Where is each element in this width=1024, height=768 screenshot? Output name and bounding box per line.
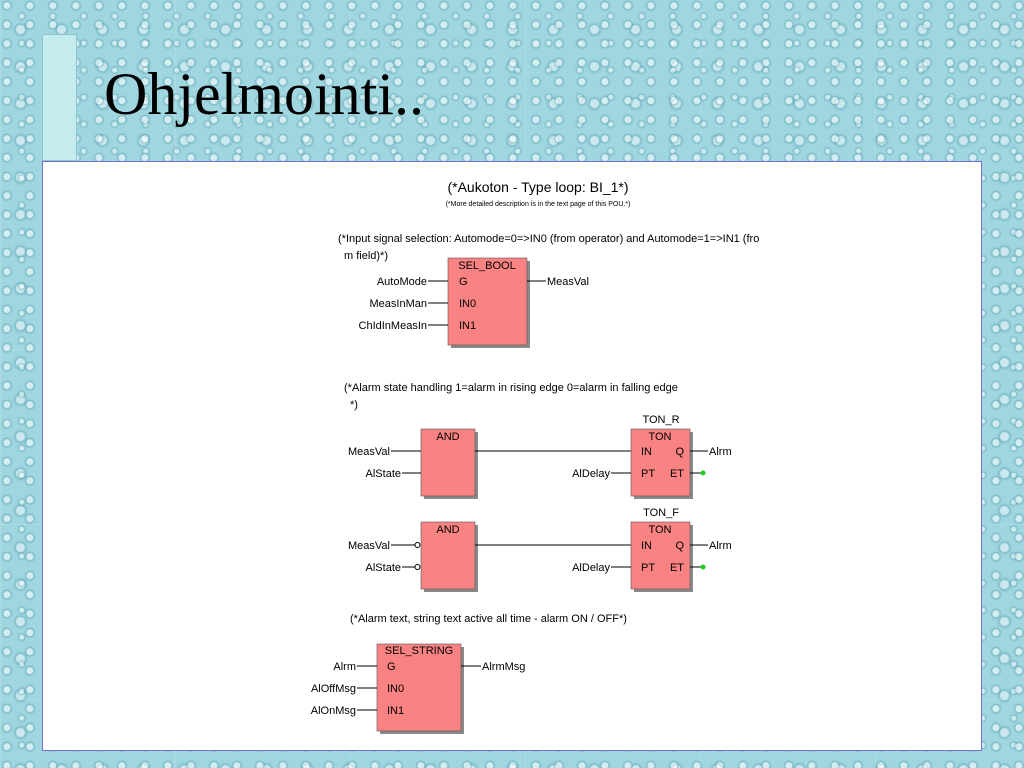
rung1-et-connection-dot [701,471,706,476]
sel-string-block [377,644,464,734]
rung1-ton-pin-in: IN [641,446,652,458]
input-selection-comment-line2: m field)*) [344,250,389,262]
diagram-subheader-comment: (*More detailed description is in the text page of this POU.*) [445,201,631,208]
rung1-timer-instance: TON_R [642,414,680,426]
rung2-negation-alstate [415,565,420,570]
sel-string-input-alrm: Alrm [333,661,356,673]
sel-bool-input-measinman: MeasInMan [369,298,427,310]
rung1-ton-pin-pt: PT [641,468,656,480]
rung1-input-alstate: AlState [365,468,401,480]
rung2-and-name: AND [436,524,460,536]
rung1-ton-pin-q: Q [675,446,684,458]
rung2-ton-pin-et: ET [669,562,684,574]
alarm-text-comment: (*Alarm text, string text active all time - alarm ON / OFF*) [350,613,627,625]
rung2-negation-measval [415,543,420,548]
rung2-ton-pin-q: Q [675,540,684,552]
sel-string-output-alrmmsg: AlrmMsg [482,661,526,673]
rung2-ton-block [631,522,693,592]
rung1-input-measval: MeasVal [348,446,390,458]
rung1-ton-block [631,429,693,499]
sel-bool-input-automode: AutoMode [376,276,427,288]
sel-string-input-aloffmsg: AlOffMsg [310,683,356,695]
sel-string-input-alonmsg: AlOnMsg [310,705,356,717]
rung1-input-aldelay: AlDelay [572,468,610,480]
rung1-ton-pin-et: ET [669,468,684,480]
alarm-state-comment-line2: *) [350,399,358,411]
rung2-et-connection-dot [701,565,706,570]
rung2-timer-instance: TON_F [643,507,679,519]
sel-string-name: SEL_STRING [384,645,454,657]
rung2-input-alstate: AlState [365,562,401,574]
sel-bool-block [448,258,530,348]
sel-bool-pin-in0: IN0 [459,298,477,310]
decorative-side-bar [42,34,77,161]
rung1-ton-type: TON [648,431,672,443]
function-block-diagram [43,162,981,750]
sel-bool-input-chidinmeasin: ChIdInMeasIn [358,320,427,332]
rung2-ton-pin-pt: PT [641,562,656,574]
rung1-output-alrm: Alrm [709,446,732,458]
rung2-output-alrm: Alrm [709,540,732,552]
sel-string-pin-in1: IN1 [387,705,405,717]
sel-string-pin-in0: IN0 [387,683,405,695]
rung2-input-measval: MeasVal [348,540,390,552]
sel-bool-pin-g: G [459,276,468,288]
sel-string-pin-g: G [387,661,396,673]
rung2-and-block [421,522,478,592]
sel-bool-name: SEL_BOOL [458,260,516,272]
function-block-diagram-panel [42,161,982,751]
input-selection-comment-line1: (*Input signal selection: Automode=0=>IN0 (from operator) and Automode=1=>IN1 (fro [338,233,760,245]
slide-title: Ohjelmointi.. [104,61,424,127]
rung2-ton-type: TON [648,524,672,536]
rung2-input-aldelay: AlDelay [572,562,610,574]
rung2-ton-pin-in: IN [641,540,652,552]
sel-bool-pin-in1: IN1 [459,320,477,332]
sel-bool-output-measval: MeasVal [547,276,589,288]
alarm-state-comment-line1: (*Alarm state handling 1=alarm in rising edge 0=alarm in falling edge [344,382,678,394]
rung1-and-block [421,429,478,499]
diagram-header-comment: (*Aukoton - Type loop: BI_1*) [447,179,629,195]
rung1-and-name: AND [436,431,460,443]
